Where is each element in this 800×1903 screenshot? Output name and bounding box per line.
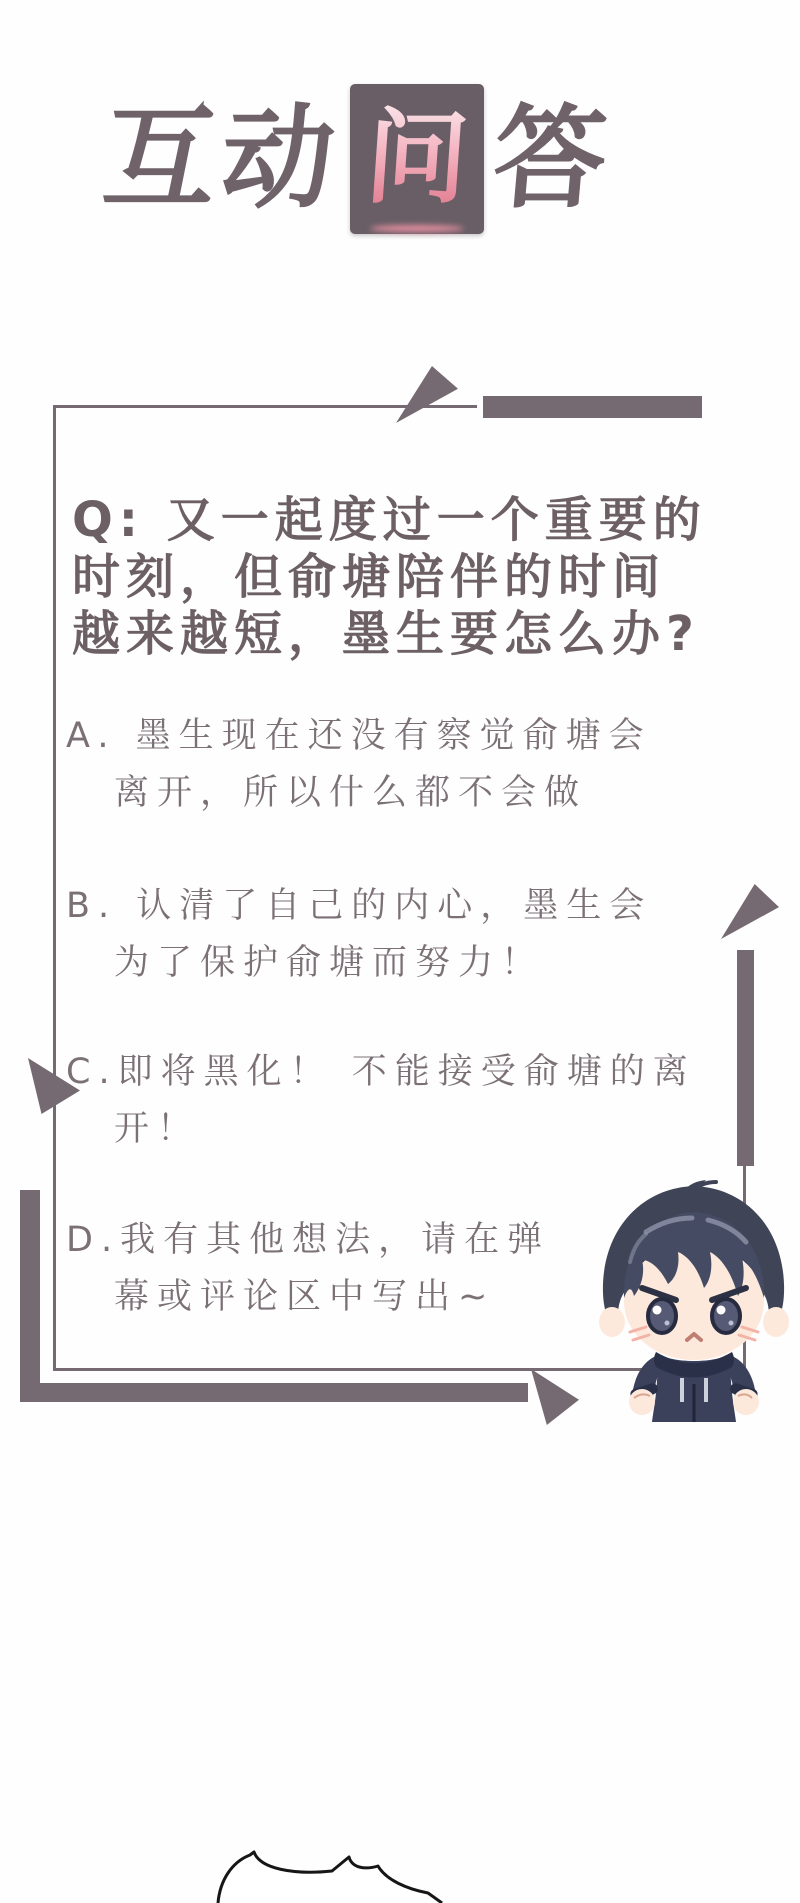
chibi-mascot-illustration xyxy=(590,1180,798,1426)
option-b xyxy=(66,878,652,992)
option-d-line-2: 幕或评论区中写出~ xyxy=(114,1277,496,1317)
question-line-1: Q: 又一起度过一个重要的 xyxy=(72,492,707,548)
question-line-3: 越来越短，墨生要怎么办? xyxy=(72,606,700,662)
arrow-bottom-icon xyxy=(531,1369,579,1425)
option-b-line-2: 为了保护俞塘而努力！ xyxy=(114,943,545,983)
option-b-line-1: B. 认清了自己的内心，墨生会 xyxy=(66,886,653,926)
frame-left-line xyxy=(53,405,56,1371)
question-line-2: 时刻，但俞塘陪伴的时间 xyxy=(72,549,667,605)
frame-top-bar xyxy=(483,396,702,418)
option-c-line-1: C.即将黑化！ 不能接受俞塘的离 xyxy=(66,1052,696,1092)
page-title xyxy=(98,84,618,234)
question-text xyxy=(72,492,707,663)
option-a xyxy=(66,708,652,822)
option-d xyxy=(66,1212,550,1326)
option-a-line-1: A. 墨生现在还没有察觉俞塘会 xyxy=(66,716,652,756)
arrow-right-icon xyxy=(721,884,779,939)
title-box-glow xyxy=(370,225,464,232)
arrow-top-icon xyxy=(396,366,458,423)
spiky-speech-bubble xyxy=(202,1842,450,1903)
frame-right-bar xyxy=(737,950,754,1166)
option-d-line-1: D.我有其他想法，请在弹 xyxy=(66,1220,551,1260)
boxed-char-glyph: 问 xyxy=(361,84,473,234)
option-c xyxy=(66,1044,696,1158)
option-c-line-2: 开！ xyxy=(114,1109,201,1149)
title-text-pre: 互动 xyxy=(98,94,346,224)
title-text-post: 答 xyxy=(488,94,618,224)
title-boxed-char xyxy=(350,84,484,234)
frame-bottom-left-bar-vertical xyxy=(20,1190,40,1402)
frame-bottom-left-bar-horizontal xyxy=(20,1383,528,1402)
option-a-line-2: 离开，所以什么都不会做 xyxy=(114,773,588,813)
